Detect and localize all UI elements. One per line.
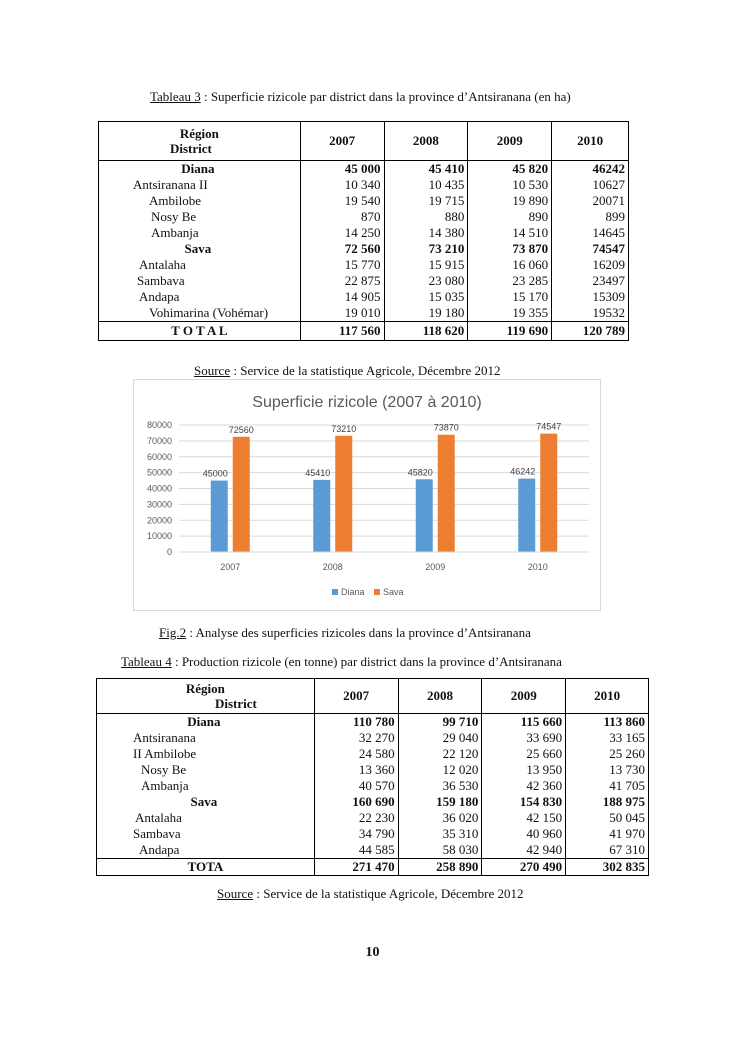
table3-district-name: Vohimarina (Vohémar) — [99, 305, 301, 322]
table3-value-cell: 23 080 — [384, 273, 468, 289]
table4-total-label: TOTA — [97, 859, 315, 876]
table3-year-2009: 2009 — [468, 122, 552, 161]
table3-row — [99, 305, 629, 322]
table3-total-2009: 119 690 — [468, 322, 552, 341]
table4-district-name: Nosy Be — [97, 762, 315, 778]
table3-caption-text: : Superficie rizicole par district dans la province d’Antsiranana (en ha) — [200, 89, 571, 104]
data-label: 46242 — [510, 466, 536, 477]
data-label: 72560 — [228, 424, 254, 435]
table3-row — [99, 209, 629, 225]
table3-value-cell: 15 770 — [300, 257, 384, 273]
data-label: 45820 — [407, 467, 433, 478]
table3-value-cell: 14 510 — [468, 225, 552, 241]
table3-district-name: Sava — [99, 241, 301, 257]
table4-value-cell: 25 660 — [482, 746, 566, 762]
table4-value-cell: 67 310 — [609, 842, 645, 857]
rice-area-chart — [133, 379, 601, 611]
y-tick-label: 10000 — [146, 531, 172, 542]
y-tick-label: 50000 — [146, 467, 172, 478]
x-tick-label: 2008 — [322, 562, 343, 572]
table3-total-2007: 117 560 — [300, 322, 384, 341]
table4-district-name: Antsiranana — [97, 730, 315, 746]
table3-district-name: Nosy Be — [99, 209, 301, 225]
table4-district-name: II Ambilobe — [97, 746, 315, 762]
table3-row — [99, 193, 629, 209]
x-tick-label: 2010 — [527, 562, 548, 572]
table4-value-cell: 41 970 — [609, 826, 645, 841]
table4-caption — [121, 654, 562, 670]
table4-district-name: Sava — [97, 794, 315, 810]
table3-value-cell: 46242 — [592, 161, 625, 176]
table3-body — [99, 161, 629, 322]
table3-value-cell: 19 540 — [300, 193, 384, 209]
table4 — [96, 678, 649, 876]
table3 — [98, 121, 629, 341]
table3-value-cell: 45 820 — [468, 161, 552, 178]
data-label: 74547 — [536, 421, 562, 432]
table3-value-cell: 14 250 — [300, 225, 384, 241]
table4-value-cell: 40 960 — [482, 826, 566, 842]
table4-value-cell: 36 020 — [398, 810, 482, 826]
table3-value-cell: 16209 — [592, 257, 625, 272]
legend-swatch-diana — [332, 589, 338, 595]
y-tick-label: 20000 — [146, 515, 172, 526]
table4-value-cell: 22 120 — [398, 746, 482, 762]
table4-source-label: Source — [217, 886, 254, 901]
table3-value-cell: 16 060 — [468, 257, 552, 273]
table3-value-cell: 73 870 — [468, 241, 552, 257]
table4-year-2009: 2009 — [482, 679, 566, 714]
bar-sava — [540, 434, 557, 552]
fig2-text: : Analyse des superficies rizicoles dans la province d’Antsiranana — [186, 625, 531, 640]
bar-diana — [518, 479, 535, 552]
table3-value-cell: 45 410 — [384, 161, 468, 178]
table4-row — [97, 826, 649, 842]
table4-value-cell: 58 030 — [398, 842, 482, 859]
table4-district-name: Diana — [97, 714, 315, 731]
table3-value-cell: 10 340 — [300, 177, 384, 193]
table3-value-cell: 15 915 — [384, 257, 468, 273]
table4-row — [97, 746, 649, 762]
table3-total-2008: 118 620 — [384, 322, 468, 341]
y-tick-label: 0 — [166, 547, 172, 557]
data-label: 73870 — [433, 422, 459, 433]
table3-district-name: Andapa — [99, 289, 301, 305]
table3-value-cell: 19 890 — [468, 193, 552, 209]
bar-sava — [438, 435, 455, 552]
table4-value-cell: 13 950 — [482, 762, 566, 778]
table3-year-2007: 2007 — [300, 122, 384, 161]
table3-district-name: Antalaha — [99, 257, 301, 273]
table4-value-cell: 13 360 — [314, 762, 398, 778]
table4-value-cell: 160 690 — [314, 794, 398, 810]
table3-year-2008: 2008 — [384, 122, 468, 161]
bar-sava — [335, 436, 352, 552]
table4-value-cell: 42 940 — [482, 842, 566, 859]
x-tick-label: 2009 — [425, 562, 446, 572]
table3-value-cell: 19532 — [592, 305, 625, 320]
table4-source — [217, 886, 524, 902]
table4-row — [97, 762, 649, 778]
table3-district-name: Sambava — [99, 273, 301, 289]
legend-swatch-sava — [374, 589, 380, 595]
data-label: 45000 — [202, 468, 228, 479]
table4-value-cell: 29 040 — [398, 730, 482, 746]
table3-value-cell: 10627 — [592, 177, 625, 192]
table4-value-cell: 12 020 — [398, 762, 482, 778]
table3-value-cell: 880 — [384, 209, 468, 225]
table3-year-2010: 2010 — [552, 122, 629, 161]
table3-value-cell: 23 285 — [468, 273, 552, 289]
table3-total-2010: 120 789 — [552, 322, 629, 341]
table3-caption — [150, 89, 571, 105]
table4-value-cell: 36 530 — [398, 778, 482, 794]
table4-value-cell: 42 360 — [482, 778, 566, 794]
table4-district-name: Antalaha — [97, 810, 315, 826]
table3-total-label: T O T A L — [99, 322, 301, 341]
x-tick-label: 2007 — [220, 562, 241, 572]
chart-y-axis — [147, 420, 172, 557]
table4-value-cell: 22 230 — [314, 810, 398, 826]
table4-value-cell: 50 045 — [609, 810, 645, 825]
bar-sava — [233, 437, 250, 552]
data-label: 45410 — [305, 467, 331, 478]
table4-caption-label: Tableau 4 — [121, 654, 172, 669]
y-tick-label: 80000 — [146, 420, 172, 430]
table3-source — [194, 363, 501, 379]
table3-row — [99, 289, 629, 305]
table4-year-2008: 2008 — [398, 679, 482, 714]
table3-value-cell: 23497 — [592, 273, 625, 288]
fig2-caption — [159, 625, 531, 641]
table4-value-cell: 33 165 — [609, 730, 645, 745]
table3-value-cell: 73 210 — [384, 241, 468, 257]
table3-value-cell: 870 — [300, 209, 384, 225]
bar-diana — [313, 480, 330, 552]
table4-value-cell: 34 790 — [314, 826, 398, 842]
table4-total-2007: 271 470 — [314, 859, 398, 876]
page-number: 10 — [365, 945, 380, 960]
table3-district-name: Ambilobe — [99, 193, 301, 209]
table3-district-name: Ambanja — [99, 225, 301, 241]
table4-total-2009: 270 490 — [482, 859, 566, 876]
table4-value-cell: 188 975 — [602, 794, 645, 809]
table4-value-cell: 44 585 — [314, 842, 398, 859]
table4-total-2008: 258 890 — [398, 859, 482, 876]
table3-value-cell: 22 875 — [300, 273, 384, 289]
table4-header-district: District — [215, 696, 257, 711]
table4-value-cell: 110 780 — [314, 714, 398, 731]
fig2-label: Fig.2 — [159, 625, 187, 640]
table3-total-row — [99, 322, 629, 341]
table4-value-cell: 115 660 — [482, 714, 566, 731]
y-tick-label: 70000 — [146, 435, 172, 446]
y-tick-label: 40000 — [146, 483, 172, 494]
table3-row — [99, 161, 629, 178]
table4-district-name: Andapa — [97, 842, 315, 859]
legend-label: Sava — [383, 587, 404, 597]
table3-value-cell: 74547 — [592, 241, 625, 256]
table4-year-2010: 2010 — [566, 679, 649, 714]
table4-row — [97, 810, 649, 826]
table3-value-cell: 45 000 — [300, 161, 384, 178]
table4-caption-text: : Production rizicole (en tonne) par district dans la province d’Antsiranana — [171, 654, 562, 669]
table3-value-cell: 72 560 — [300, 241, 384, 257]
table3-value-cell: 890 — [468, 209, 552, 225]
table3-row — [99, 273, 629, 289]
table3-row — [99, 241, 629, 257]
table4-source-text: : Service de la statistique Agricole, Décembre 2012 — [253, 886, 524, 901]
y-tick-label: 60000 — [146, 451, 172, 462]
table4-value-cell: 33 690 — [482, 730, 566, 746]
table4-body — [97, 714, 649, 859]
table3-header-district: District — [170, 141, 212, 156]
table3-value-cell: 10 435 — [384, 177, 468, 193]
table3-header-row — [99, 122, 629, 161]
table4-district-name: Sambava — [97, 826, 315, 842]
table4-value-cell: 13 730 — [609, 762, 645, 777]
table4-district-name: Ambanja — [97, 778, 315, 794]
chart-title: Superficie rizicole (2007 à 2010) — [252, 394, 482, 411]
table4-value-cell: 32 270 — [314, 730, 398, 746]
table4-total-2010: 302 835 — [566, 859, 649, 876]
table4-year-2007: 2007 — [314, 679, 398, 714]
table4-value-cell: 25 260 — [609, 746, 645, 761]
chart-svg — [134, 380, 600, 610]
table3-source-label: Source — [194, 363, 231, 378]
table4-value-cell: 42 150 — [482, 810, 566, 826]
table4-row — [97, 794, 649, 810]
table3-row — [99, 177, 629, 193]
table4-total-row — [97, 859, 649, 876]
table4-row — [97, 778, 649, 794]
table3-row — [99, 257, 629, 273]
table3-source-text: : Service de la statistique Agricole, Décembre 2012 — [230, 363, 501, 378]
table3-value-cell: 19 180 — [384, 305, 468, 322]
table4-row — [97, 730, 649, 746]
table3-value-cell: 19 010 — [300, 305, 384, 322]
table3-district-name: Antsiranana II — [99, 177, 301, 193]
chart-legend — [332, 587, 404, 597]
table4-header-region-cell — [97, 679, 315, 714]
table3-caption-label: Tableau 3 — [150, 89, 201, 104]
table3-header-region: Région — [179, 126, 219, 141]
table3-value-cell: 19 355 — [468, 305, 552, 322]
table4-value-cell: 24 580 — [314, 746, 398, 762]
table4-header-region: Région — [185, 681, 225, 696]
table3-value-cell: 10 530 — [468, 177, 552, 193]
table3-value-cell: 899 — [605, 209, 625, 224]
table3-value-cell: 20071 — [592, 193, 625, 208]
table4-value-cell: 113 860 — [603, 714, 645, 729]
table4-value-cell: 159 180 — [398, 794, 482, 810]
table3-value-cell: 14 905 — [300, 289, 384, 305]
table3-value-cell: 14 380 — [384, 225, 468, 241]
chart-x-axis — [179, 552, 589, 572]
table3-value-cell: 14645 — [592, 225, 625, 240]
table3-value-cell: 19 715 — [384, 193, 468, 209]
table3-value-cell: 15 170 — [468, 289, 552, 305]
table4-value-cell: 41 705 — [609, 778, 645, 793]
table3-value-cell: 15 035 — [384, 289, 468, 305]
table3-header-region-cell — [99, 122, 301, 161]
bar-diana — [416, 479, 433, 552]
table4-header-row — [97, 679, 649, 714]
table3-value-cell: 15309 — [592, 289, 625, 304]
bar-diana — [211, 481, 228, 552]
table4-value-cell: 35 310 — [398, 826, 482, 842]
table4-row — [97, 714, 649, 731]
table3-district-name: Diana — [99, 161, 301, 178]
y-tick-label: 30000 — [146, 499, 172, 510]
table3-row — [99, 225, 629, 241]
table4-value-cell: 40 570 — [314, 778, 398, 794]
data-label: 73210 — [331, 423, 357, 434]
table4-value-cell: 154 830 — [482, 794, 566, 810]
table4-row — [97, 842, 649, 859]
legend-label: Diana — [341, 587, 365, 597]
table4-value-cell: 99 710 — [398, 714, 482, 731]
